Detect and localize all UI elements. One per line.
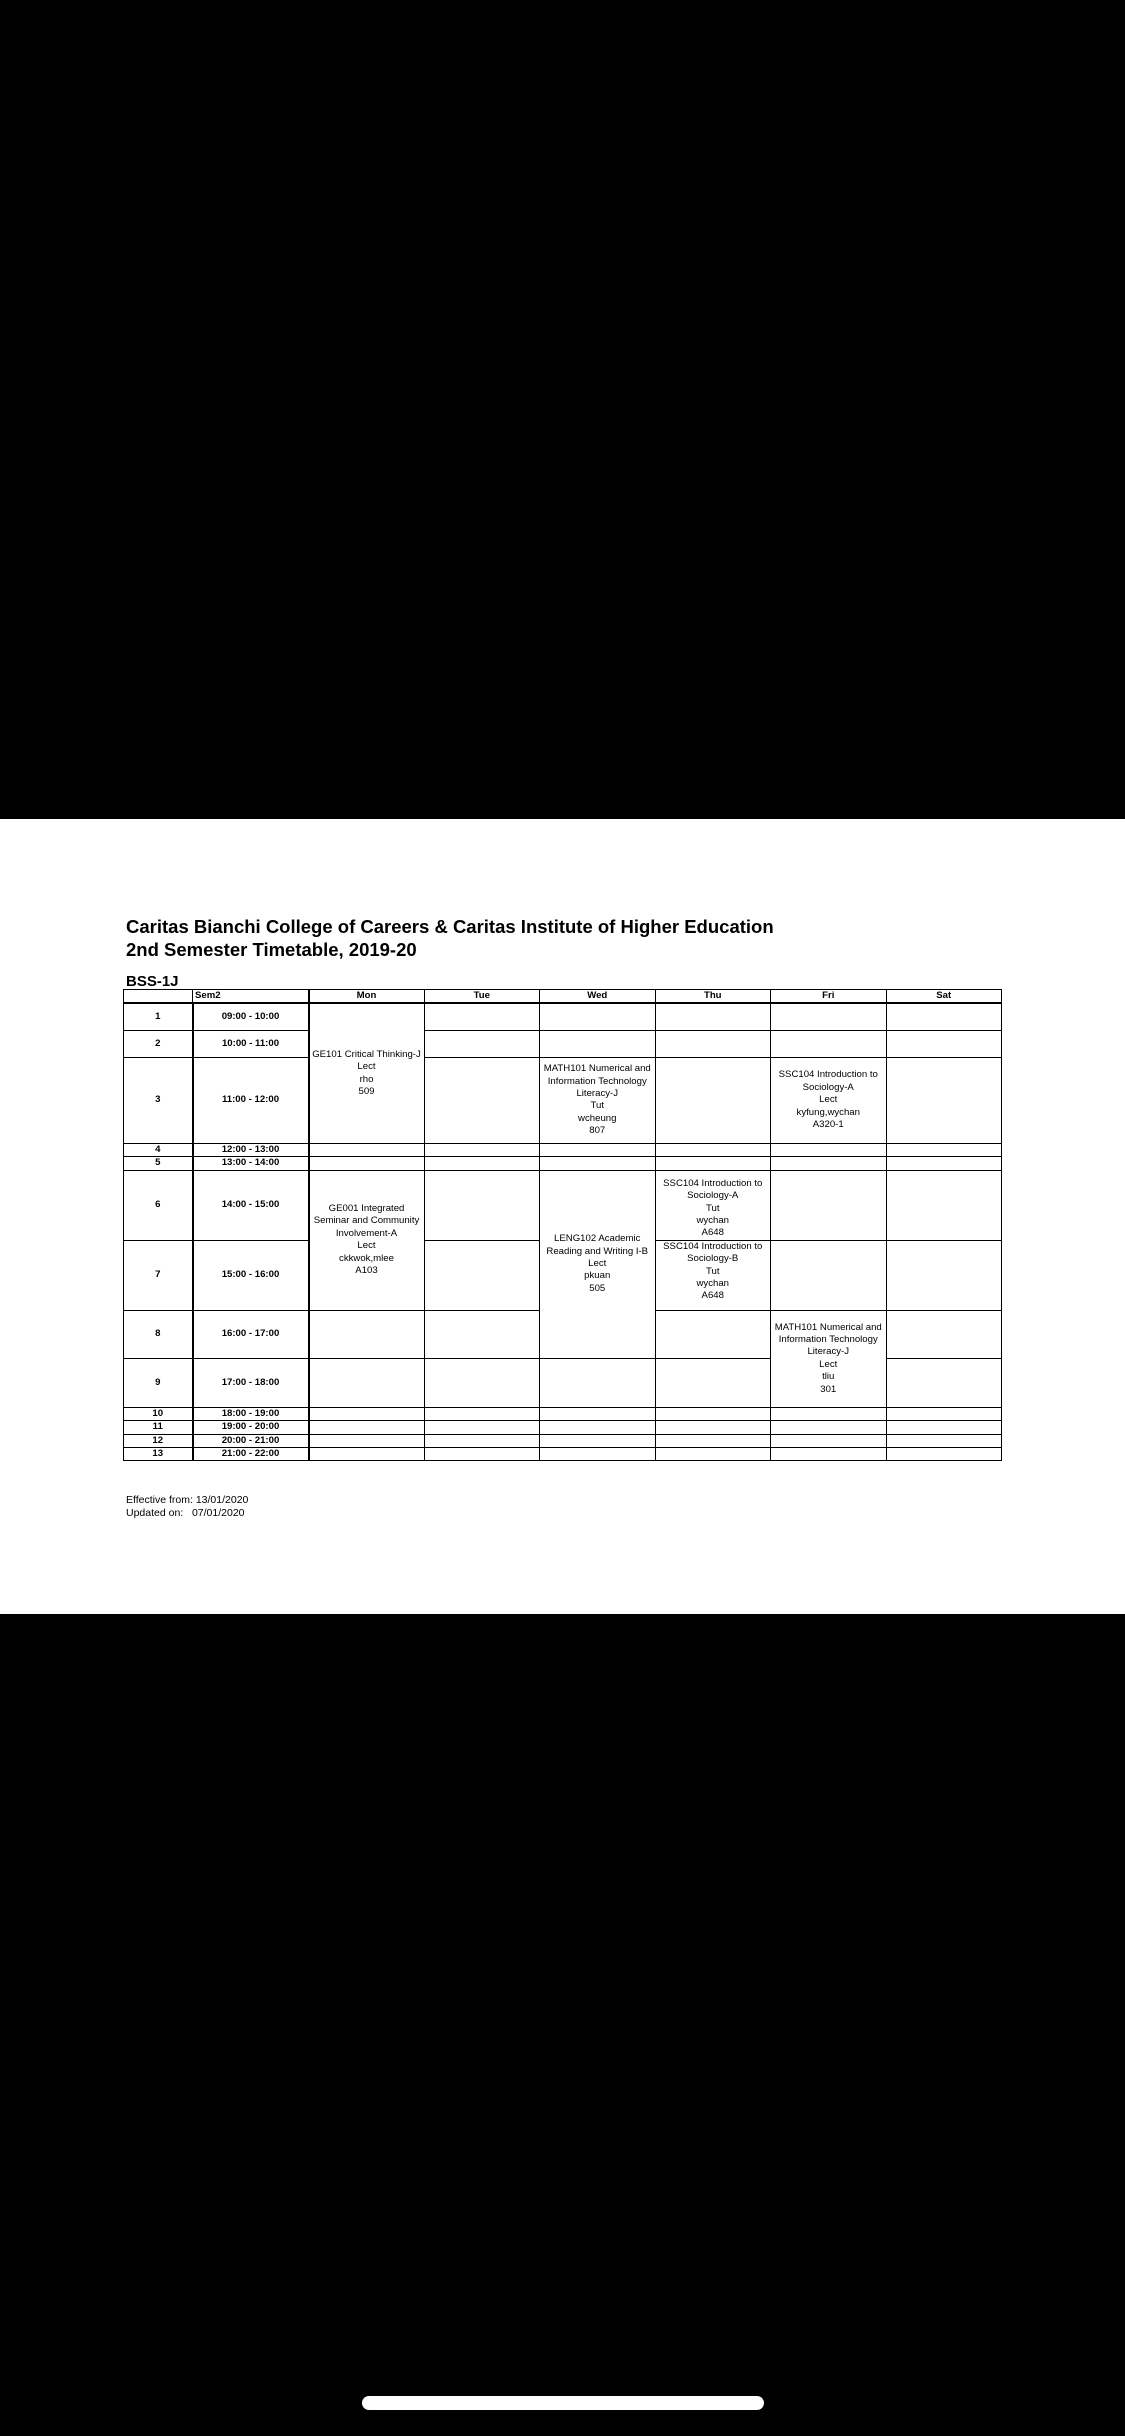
empty-cell (886, 1057, 1002, 1143)
lecturer: wcheung (578, 1112, 617, 1124)
course-name: GE001 Integrated Seminar and Community Involvement-A (313, 1203, 420, 1239)
empty-cell (424, 1057, 540, 1143)
empty-cell (309, 1310, 425, 1358)
empty-cell (309, 1407, 425, 1420)
empty-cell (424, 1447, 540, 1460)
empty-cell (655, 1421, 771, 1434)
header-row (124, 990, 1002, 1004)
period-number: 12 (124, 1434, 193, 1447)
course-block-mon-ge101[interactable] (309, 1003, 425, 1143)
empty-cell (655, 1434, 771, 1447)
empty-cell (540, 1434, 656, 1447)
timetable-page (0, 819, 1125, 1614)
day-header-wed: Wed (540, 990, 656, 1004)
period-row (124, 1170, 1002, 1240)
empty-cell (655, 1447, 771, 1460)
period-number: 10 (124, 1407, 193, 1420)
period-number: 2 (124, 1030, 193, 1057)
empty-cell (424, 1434, 540, 1447)
empty-cell (424, 1003, 540, 1030)
course-name: SSC104 Introduction to Sociology-A (778, 1069, 878, 1093)
course-name: SSC104 Introduction to Sociology-B (663, 1240, 763, 1265)
empty-cell (886, 1157, 1002, 1170)
period-row (124, 1143, 1002, 1156)
lecturer: pkuan (584, 1270, 611, 1282)
day-header-thu: Thu (655, 990, 771, 1004)
empty-cell (540, 1421, 656, 1434)
period-time: 18:00 - 19:00 (193, 1407, 309, 1420)
empty-cell (886, 1143, 1002, 1156)
empty-cell (655, 1407, 771, 1420)
empty-cell (540, 1030, 656, 1057)
empty-cell (771, 1407, 887, 1420)
course-block-thu-ssc104-a[interactable] (655, 1170, 771, 1240)
session-type: Lect (357, 1240, 376, 1252)
empty-cell (886, 1240, 1002, 1310)
empty-cell (771, 1447, 887, 1460)
corner-cell (124, 990, 193, 1004)
empty-cell (771, 1170, 887, 1240)
empty-cell (540, 1407, 656, 1420)
session-type: Tut (705, 1202, 720, 1214)
empty-cell (886, 1434, 1002, 1447)
period-time: 17:00 - 18:00 (193, 1358, 309, 1407)
session-type: Tut (705, 1265, 720, 1277)
period-number: 8 (124, 1310, 193, 1358)
empty-cell (309, 1434, 425, 1447)
lecturer: wychan (696, 1214, 730, 1226)
day-header-sat: Sat (886, 990, 1002, 1004)
empty-cell (886, 1447, 1002, 1460)
period-number: 5 (124, 1157, 193, 1170)
period-row (124, 1030, 1002, 1057)
day-header-fri: Fri (771, 990, 887, 1004)
lecturer: tliu (822, 1371, 835, 1383)
period-time: 09:00 - 10:00 (193, 1003, 309, 1030)
period-time: 19:00 - 20:00 (193, 1421, 309, 1434)
empty-cell (771, 1003, 887, 1030)
room: A320-1 (812, 1119, 844, 1131)
course-name: MATH101 Numerical and Information Technology Literacy-J (543, 1063, 651, 1099)
period-time: 12:00 - 13:00 (193, 1143, 309, 1156)
lecturer: ckkwok,mlee (339, 1252, 394, 1264)
timetable-grid (123, 989, 1002, 1461)
empty-cell (424, 1240, 540, 1310)
period-number: 13 (124, 1447, 193, 1460)
session-type: Lect (588, 1258, 607, 1270)
sem-header: Sem2 (193, 990, 309, 1004)
empty-cell (540, 1358, 656, 1407)
empty-cell (309, 1143, 425, 1156)
empty-cell (424, 1358, 540, 1407)
home-indicator[interactable] (362, 2396, 764, 2410)
empty-cell (424, 1421, 540, 1434)
course-block-wed-math101[interactable] (540, 1057, 656, 1143)
empty-cell (540, 1143, 656, 1156)
room: A648 (701, 1227, 724, 1239)
empty-cell (655, 1358, 771, 1407)
empty-cell (771, 1143, 887, 1156)
empty-cell (540, 1447, 656, 1460)
course-name: MATH101 Numerical and Information Technology Literacy-J (774, 1321, 882, 1358)
empty-cell (886, 1358, 1002, 1407)
room: 301 (820, 1383, 837, 1395)
session-type: Lect (819, 1094, 838, 1106)
empty-cell (886, 1170, 1002, 1240)
empty-cell (309, 1358, 425, 1407)
period-number: 11 (124, 1421, 193, 1434)
room: 509 (358, 1086, 375, 1098)
course-name: SSC104 Introduction to Sociology-A (663, 1177, 763, 1202)
class-code: BSS-1J (126, 973, 179, 990)
period-number: 1 (124, 1003, 193, 1030)
empty-cell (424, 1170, 540, 1240)
room: A648 (701, 1290, 724, 1302)
lecturer: kyfung,wychan (796, 1106, 860, 1118)
empty-cell (655, 1003, 771, 1030)
empty-cell (886, 1310, 1002, 1358)
empty-cell (655, 1143, 771, 1156)
empty-cell (655, 1057, 771, 1143)
empty-cell (424, 1157, 540, 1170)
period-row (124, 1003, 1002, 1030)
period-time: 11:00 - 12:00 (193, 1057, 309, 1143)
period-row (124, 1157, 1002, 1170)
empty-cell (771, 1434, 887, 1447)
empty-cell (540, 1157, 656, 1170)
lecturer: rho (359, 1073, 374, 1085)
period-number: 9 (124, 1358, 193, 1407)
course-name: GE101 Critical Thinking-J (312, 1048, 421, 1060)
period-number: 6 (124, 1170, 193, 1240)
course-block-mon-ge001[interactable] (309, 1170, 425, 1310)
empty-cell (886, 1030, 1002, 1057)
period-number: 7 (124, 1240, 193, 1310)
period-row (124, 1447, 1002, 1460)
period-time: 20:00 - 21:00 (193, 1434, 309, 1447)
day-header-mon: Mon (309, 990, 425, 1004)
room: 807 (589, 1125, 606, 1137)
empty-cell (424, 1407, 540, 1420)
session-type: Lect (819, 1358, 838, 1370)
empty-cell (424, 1310, 540, 1358)
period-row (124, 1407, 1002, 1420)
period-number: 4 (124, 1143, 193, 1156)
period-row (124, 1434, 1002, 1447)
empty-cell (886, 1003, 1002, 1030)
empty-cell (309, 1421, 425, 1434)
session-type: Lect (357, 1061, 376, 1073)
empty-cell (771, 1421, 887, 1434)
empty-cell (655, 1310, 771, 1358)
timetable-title: 2nd Semester Timetable, 2019-20 (126, 939, 417, 960)
effective-date: Effective from: 13/01/2020 (126, 1494, 249, 1506)
period-time: 10:00 - 11:00 (193, 1030, 309, 1057)
course-block-fri-math101[interactable] (771, 1310, 887, 1407)
course-name: LENG102 Academic Reading and Writing I-B (546, 1233, 649, 1257)
period-time: 13:00 - 14:00 (193, 1157, 309, 1170)
empty-cell (424, 1143, 540, 1156)
period-time: 15:00 - 16:00 (193, 1240, 309, 1310)
period-row (124, 1421, 1002, 1434)
period-row (124, 1057, 1002, 1143)
empty-cell (886, 1407, 1002, 1420)
course-block-thu-ssc104-b[interactable] (655, 1240, 771, 1310)
course-block-fri-ssc104[interactable] (771, 1057, 887, 1143)
empty-cell (771, 1157, 887, 1170)
empty-cell (540, 1003, 656, 1030)
empty-cell (424, 1030, 540, 1057)
empty-cell (309, 1157, 425, 1170)
period-time: 21:00 - 22:00 (193, 1447, 309, 1460)
day-header-tue: Tue (424, 990, 540, 1004)
empty-cell (655, 1157, 771, 1170)
empty-cell (655, 1030, 771, 1057)
empty-cell (771, 1030, 887, 1057)
course-block-wed-leng102[interactable] (540, 1170, 656, 1358)
empty-cell (771, 1240, 887, 1310)
empty-cell (886, 1421, 1002, 1434)
room: 505 (589, 1282, 606, 1294)
empty-cell (309, 1447, 425, 1460)
period-time: 14:00 - 15:00 (193, 1170, 309, 1240)
institution-title: Caritas Bianchi College of Careers & Caritas Institute of Higher Education (126, 916, 774, 937)
period-time: 16:00 - 17:00 (193, 1310, 309, 1358)
period-number: 3 (124, 1057, 193, 1143)
room: A103 (355, 1265, 378, 1277)
updated-date: Updated on: 07/01/2020 (126, 1507, 245, 1519)
lecturer: wychan (696, 1277, 730, 1289)
session-type: Tut (590, 1100, 604, 1112)
